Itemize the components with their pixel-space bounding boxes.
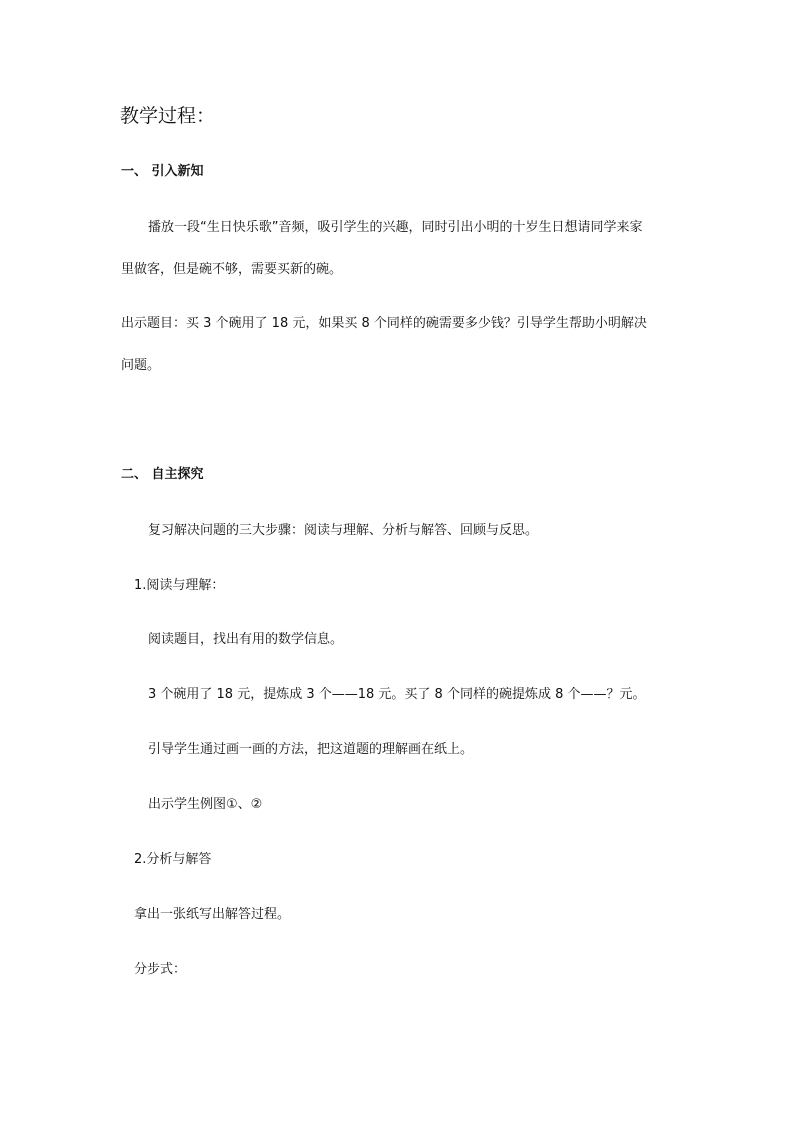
paragraph-intro-line-1: 播放一段“生日快乐歌”音频，吸引学生的兴趣，同时引出小明的十岁生日想请同学来家 [148,220,643,235]
paragraph-intro-line-2: 里做客，但是碗不够，需要买新的碗。 [121,262,343,277]
section-heading-introduce: 一、 引入新知 [121,164,204,179]
paragraph-three-steps: 复习解决问题的三大步骤：阅读与理解、分析与解答、回顾与反思。 [148,523,539,538]
paragraph-student-examples: 出示学生例图①、② [148,797,263,812]
paragraph-problem-line-2: 问题。 [121,358,161,373]
paragraph-read-problem: 阅读题目，找出有用的数学信息。 [148,632,344,647]
page-title: 教学过程： [120,105,216,127]
paragraph-draw-method: 引导学生通过画一画的方法，把这道题的理解画在纸上。 [148,742,474,757]
paragraph-step-formula: 分步式： [134,962,187,977]
paragraph-problem-line-1: 出示题目：买 3 个碗用了 18 元，如果买 8 个同样的碗需要多少钱？引导学生帮助小明解决 [121,316,647,331]
step-title-analyze-solve: 2.分析与解答 [134,852,212,867]
paragraph-extract-info: 3 个碗用了 18 元，提炼成 3 个——18 元。买了 8 个同样的碗提炼成 8 个——？元。 [148,687,646,702]
paragraph-write-solution: 拿出一张纸写出解答过程。 [134,907,291,922]
section-heading-explore: 二、 自主探究 [121,467,204,482]
step-title-read-understand: 1.阅读与理解： [134,578,225,593]
